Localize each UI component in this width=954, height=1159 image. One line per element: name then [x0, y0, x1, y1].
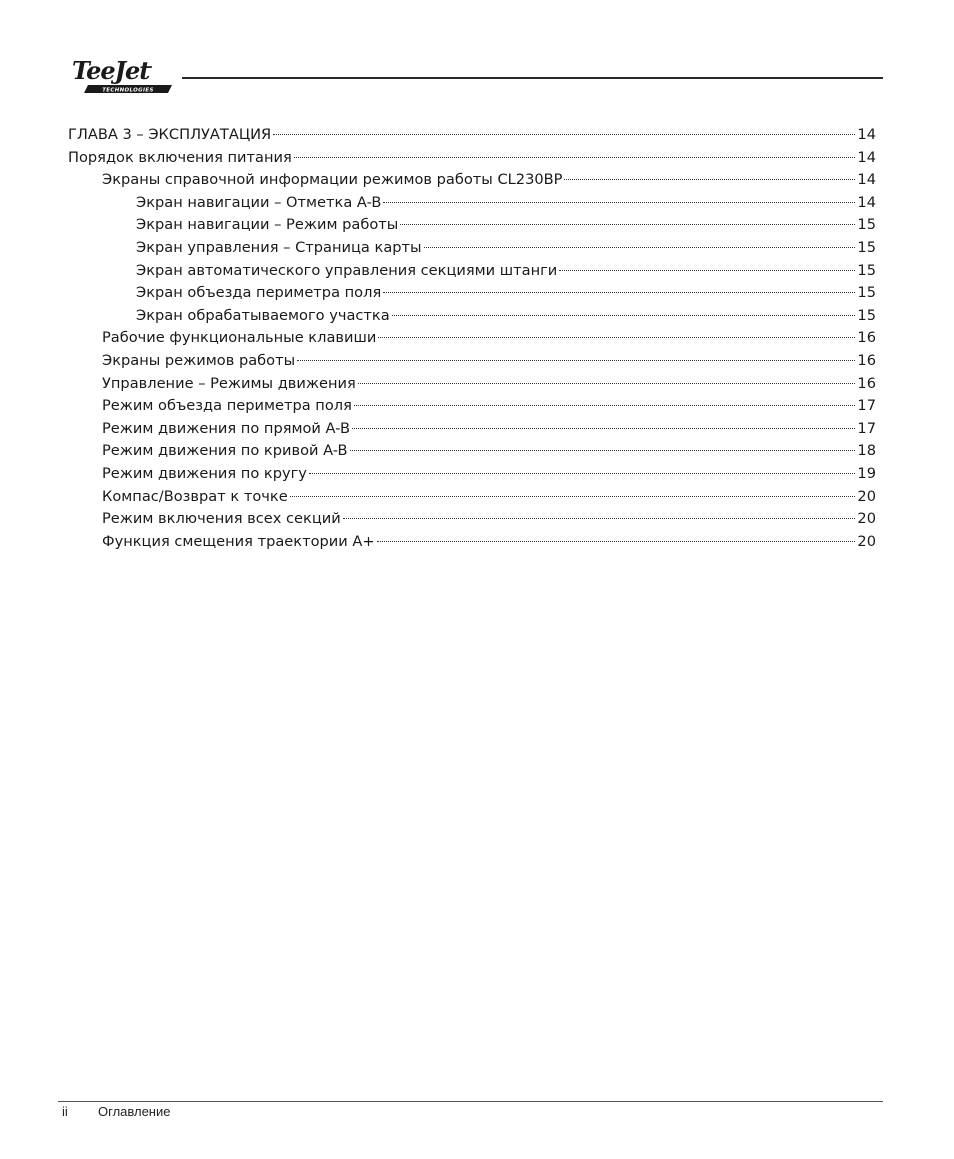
toc-dot-leader — [290, 496, 856, 497]
toc-entry[interactable] — [68, 260, 876, 283]
toc-entry-title: Экраны справочной информации режимов работы CL230BP — [102, 171, 563, 189]
toc-entry[interactable] — [68, 124, 876, 147]
toc-entry-title: Экран объезда периметра поля — [136, 284, 382, 302]
logo-sub: TECHNOLOGIES — [102, 87, 154, 94]
toc-dot-leader — [559, 270, 855, 271]
toc-dot-leader — [377, 541, 856, 542]
footer-rule — [58, 1101, 883, 1102]
toc-entry[interactable] — [68, 237, 876, 260]
toc-entry-page: 14 — [857, 193, 876, 211]
toc-entry-title: Экран навигации – Отметка A-B — [136, 193, 382, 211]
toc-entry[interactable] — [68, 169, 876, 192]
toc-dot-leader — [400, 224, 855, 225]
toc-dot-leader — [564, 179, 855, 180]
toc-dot-leader — [273, 134, 855, 135]
toc-entry-page: 17 — [857, 419, 876, 437]
logo-word: TeeJet — [72, 56, 150, 85]
toc-entry-title: Экран навигации – Режим работы — [136, 216, 399, 234]
toc-entry[interactable] — [68, 508, 876, 531]
toc-dot-leader — [392, 315, 856, 316]
toc-entry[interactable] — [68, 395, 876, 418]
toc-entry-title: Функция смещения траектории A+ — [102, 532, 375, 550]
toc-dot-leader — [358, 383, 856, 384]
toc-entry[interactable] — [68, 282, 876, 305]
toc-dot-leader — [343, 518, 856, 519]
toc-entry-page: 15 — [857, 306, 876, 324]
toc-entry[interactable] — [68, 214, 876, 237]
toc-entry[interactable] — [68, 350, 876, 373]
toc-entry-page: 18 — [857, 442, 876, 460]
toc-dot-leader — [424, 247, 856, 248]
toc-entry[interactable] — [68, 147, 876, 170]
toc-entry[interactable] — [68, 486, 876, 509]
toc-dot-leader — [309, 473, 855, 474]
teejet-logo-mark — [70, 55, 174, 95]
toc-dot-leader — [378, 337, 855, 338]
toc-entry-title: Режим движения по кривой A-B — [102, 442, 348, 460]
toc-entry-title: Экран обрабатываемого участка — [136, 306, 390, 324]
toc-entry-title: Компас/Возврат к точке — [102, 487, 288, 505]
toc-entry-page: 14 — [857, 171, 876, 189]
toc-entry-title: Экран управления – Страница карты — [136, 238, 422, 256]
toc-entry-title: Порядок включения питания — [68, 148, 292, 166]
toc-entry-title: Режим объезда периметра поля — [102, 397, 352, 415]
toc-entry-title: Режим движения по кругу — [102, 464, 307, 482]
toc-entry-page: 15 — [857, 238, 876, 256]
toc-entry-page: 14 — [857, 126, 876, 143]
toc-entry-page: 20 — [857, 510, 876, 528]
toc-dot-leader — [383, 292, 855, 293]
toc-entry-title: Режим включения всех секций — [102, 510, 341, 528]
toc-entry[interactable] — [68, 327, 876, 350]
toc-dot-leader — [350, 450, 856, 451]
toc-entry-title: ГЛАВА 3 – ЭКСПЛУАТАЦИЯ — [68, 126, 272, 143]
toc-entry-page: 17 — [857, 397, 876, 415]
toc-dot-leader — [354, 405, 856, 406]
toc-entry-page: 20 — [857, 532, 876, 550]
toc-entry-page: 15 — [857, 261, 876, 279]
toc-entry-title: Экран автоматического управления секциями штанги — [136, 261, 558, 279]
toc-entry-page: 15 — [857, 284, 876, 302]
toc-dot-leader — [294, 157, 856, 158]
toc-entry-page: 16 — [857, 374, 876, 392]
toc-entry[interactable] — [68, 440, 876, 463]
toc-dot-leader — [352, 428, 855, 429]
toc-entry[interactable] — [68, 531, 876, 554]
toc-entry-page: 14 — [857, 148, 876, 166]
table-of-contents — [68, 124, 876, 553]
toc-entry-title: Управление – Режимы движения — [102, 374, 356, 392]
footer-section-title: Оглавление — [98, 1104, 171, 1119]
toc-dot-leader — [297, 360, 855, 361]
teejet-logo — [70, 55, 174, 95]
toc-entry-title: Экраны режимов работы — [102, 351, 296, 369]
toc-entry[interactable] — [68, 192, 876, 215]
toc-entry[interactable] — [68, 418, 876, 441]
header-rule — [182, 77, 883, 79]
toc-entry-page: 19 — [857, 464, 876, 482]
toc-entry-title: Рабочие функциональные клавиши — [102, 329, 377, 347]
toc-entry[interactable] — [68, 463, 876, 486]
toc-entry-page: 16 — [857, 351, 876, 369]
toc-entry-page: 16 — [857, 329, 876, 347]
toc-dot-leader — [383, 202, 855, 203]
page-footer — [62, 1104, 170, 1119]
footer-page-number: ii — [62, 1104, 68, 1119]
toc-entry-page: 20 — [857, 487, 876, 505]
toc-entry[interactable] — [68, 373, 876, 396]
toc-entry[interactable] — [68, 305, 876, 328]
toc-entry-page: 15 — [857, 216, 876, 234]
toc-entry-title: Режим движения по прямой A-B — [102, 419, 350, 437]
